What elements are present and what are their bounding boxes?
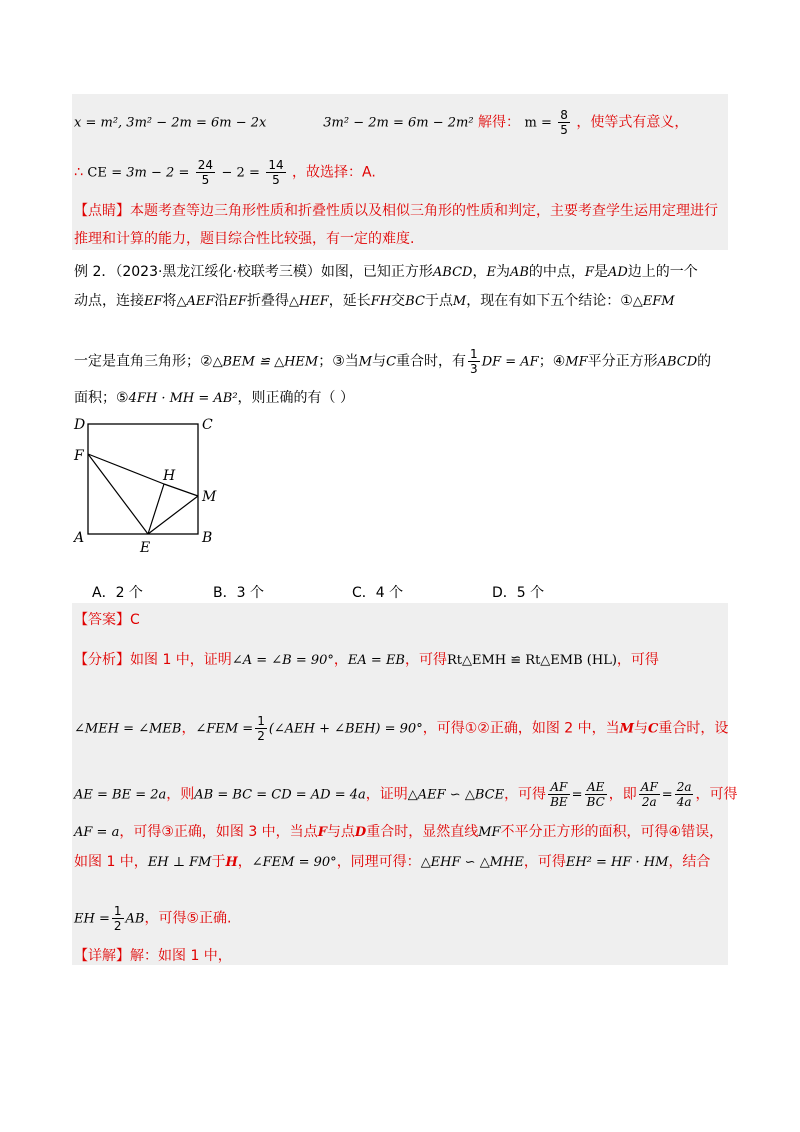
numerator: 1 (113, 904, 122, 918)
minus-two: − 2 = (221, 165, 260, 181)
question-line-4 (74, 388, 728, 409)
text: 面积；⑤ (74, 390, 129, 406)
text: ，结合 (668, 854, 711, 870)
math: AB (125, 911, 145, 927)
math: Rt△EMH ≌ Rt△EMB (HL) (446, 653, 617, 668)
text: 平分正方形 (587, 353, 658, 370)
fraction-8-5 (558, 108, 570, 137)
detail-line: 【详解】解：如图 1 中， (74, 948, 232, 964)
numerator: AF (548, 780, 570, 795)
text: 重合时，有 (396, 353, 467, 370)
question-line-2 (74, 291, 728, 312)
text: ，则正确的有（ ） (237, 390, 354, 406)
option-c[interactable]: C．4 个 (352, 585, 404, 601)
text: ，即 (608, 786, 637, 803)
fraction-1-2 (112, 904, 124, 933)
denominator: 5 (560, 123, 568, 137)
text: 重合时，显然直线 (366, 824, 479, 840)
text: ，则 (166, 786, 195, 803)
text: 折叠得 (246, 293, 289, 309)
label-c: C (202, 417, 213, 433)
fraction-af-be (548, 780, 570, 809)
choice-note: ，故选择：A. (292, 164, 376, 181)
text: ，可得⑤正确. (144, 910, 232, 927)
denominator: 3 (470, 362, 478, 376)
fraction-24-5 (196, 158, 215, 187)
question-text: 例 2．（2023·黑龙江绥化·校联考三模）如图，已知正方形 (74, 264, 433, 280)
equation: 4FH · MH = AB² (128, 391, 238, 406)
option-a[interactable]: A．2 个 (92, 585, 143, 601)
point-m: M (452, 294, 467, 309)
text: ，可得 (616, 652, 659, 668)
solution-note: ，使等式有意义， (576, 114, 689, 131)
math: EA = EB (347, 653, 405, 668)
ce-label: CE (87, 165, 107, 181)
text: ，延长 (328, 293, 371, 309)
analysis-line-3 (74, 780, 738, 809)
text: 如图 1 中， (74, 854, 148, 870)
text: 边上的一个 (627, 264, 698, 280)
math: AB = BC = CD = AD = 4a (194, 787, 366, 803)
text: 将 (162, 293, 177, 309)
analysis-line-2 (74, 714, 728, 743)
analysis-line-5 (74, 852, 728, 873)
label-a: A (74, 530, 85, 546)
point-m: M (358, 354, 373, 370)
math: △EHF ∽ △MHE (420, 855, 524, 870)
text: 于点 (424, 293, 453, 309)
text: ，可得 (695, 786, 738, 803)
segment-ef: EF (228, 294, 247, 309)
ce-expression: = 3m − 2 = (111, 165, 190, 181)
option-b[interactable]: B．3 个 (213, 585, 264, 601)
math: D (354, 825, 367, 840)
label-h: H (163, 468, 176, 484)
square-label: ABCD (432, 265, 473, 280)
square-abcd (88, 424, 198, 534)
square-label: ABCD (657, 354, 698, 370)
segment-ab: AB (509, 265, 529, 280)
denominator: 2 (113, 919, 122, 933)
segment-ad: AD (607, 265, 628, 280)
text: ，可得①②正确，如图 2 中，当 (422, 720, 620, 737)
text: ；④ (538, 353, 566, 370)
math: MF (478, 825, 501, 840)
numerator: 1 (257, 714, 265, 728)
text: 一定是直角三角形；② (74, 353, 213, 370)
segment-hm (164, 484, 198, 496)
math: EH² = HF · HM (565, 855, 669, 870)
math: EH = (74, 911, 110, 927)
denominator: 5 (201, 173, 210, 187)
triangle-efm: △EFM (632, 294, 675, 309)
numerator: 24 (197, 158, 214, 172)
fraction-af-2a (639, 780, 660, 809)
solution-line-1 (74, 108, 728, 137)
analysis-line-1 (74, 650, 728, 671)
segment-bc: BC (405, 294, 425, 309)
segment-fh: FH (370, 294, 392, 309)
text: 动点，连接 (74, 293, 144, 309)
text: 是 (593, 264, 608, 280)
text: ，可得 (404, 652, 447, 668)
solution-line-2 (74, 158, 728, 187)
numerator: 1 (470, 347, 478, 361)
numerator: 2a (676, 780, 692, 794)
m-equals: m = (524, 115, 552, 131)
math: ∠A = ∠B = 90° (231, 653, 334, 668)
numerator: 8 (560, 108, 568, 122)
math: H (225, 855, 238, 870)
math: △AEF ∽ △BCE (407, 787, 505, 803)
text: 与点 (326, 824, 355, 840)
equation: DF = AF (481, 354, 539, 370)
point-f: F (584, 265, 594, 280)
text: 【分析】如图 1 中，证明 (74, 652, 232, 668)
text: 不平分正方形的面积，可得④错误， (500, 824, 724, 840)
label-b: B (202, 530, 213, 546)
text: 的 (697, 353, 712, 370)
denominator: 5 (272, 173, 280, 187)
geometry-figure (72, 412, 242, 562)
question-line-3 (74, 347, 728, 376)
label-f: F (74, 448, 84, 464)
solve-label: 解得： (478, 114, 521, 131)
text: ，同理可得： (336, 854, 421, 870)
punct: ， (472, 264, 487, 280)
text: ， (333, 652, 348, 668)
label-m: M (202, 489, 217, 505)
math: EH ⊥ FM (147, 855, 212, 870)
math: AE = BE = 2a (74, 787, 167, 803)
point-e: E (486, 265, 496, 280)
segment-mf: MF (565, 354, 588, 370)
label-e: E (140, 540, 151, 556)
denominator: 4a (676, 795, 692, 809)
segment-em (148, 496, 198, 534)
therefore-symbol: ∴ (74, 164, 83, 181)
text: 为 (495, 264, 510, 280)
analysis-line-6 (74, 904, 728, 933)
text: 与 (634, 720, 649, 737)
text: ，现在有如下五个结论：① (466, 293, 633, 309)
numerator: 14 (268, 158, 284, 172)
option-d[interactable]: D．5 个 (492, 585, 545, 601)
text: ，可得 (523, 854, 566, 870)
text: 于 (211, 854, 226, 870)
congruence: △BEM ≌ △HEM (212, 354, 319, 370)
fraction-2a-4a (675, 780, 694, 809)
math: AF = a (74, 825, 120, 840)
denominator: 2a (641, 795, 657, 809)
text: 的中点， (528, 264, 585, 280)
equation-1: x = m², 3m² − 2m = 6m − 2x (74, 115, 267, 131)
fraction-14-5 (266, 158, 285, 187)
segment-ef: EF (144, 294, 163, 309)
point-c: C (386, 354, 397, 370)
text: 重合时，设 (658, 720, 729, 737)
question-line-1 (74, 262, 728, 283)
denominator: BE (550, 795, 568, 809)
math: (∠AEH + ∠BEH) = 90° (268, 721, 423, 737)
label-d: D (74, 417, 86, 433)
math: ∠FEM = (195, 721, 254, 737)
text: ，可得③正确，如图 3 中，当点 (119, 824, 318, 840)
text: 与 (372, 353, 387, 370)
analysis-line-4 (74, 822, 728, 843)
triangle-hef: △HEF (288, 294, 329, 309)
equation-2: 3m² − 2m = 6m − 2m² (323, 115, 474, 131)
comment-line-2: 推理和计算的能力，题目综合性比较强，有一定的难度. (74, 231, 415, 247)
fraction-1-3 (468, 347, 480, 376)
denominator: BC (586, 795, 605, 809)
segment-eh (148, 484, 164, 534)
math: ∠MEH = ∠MEB (74, 721, 182, 737)
math: C (648, 721, 659, 737)
triangle-aef: △AEF (176, 294, 215, 309)
answer-line: 【答案】C (74, 612, 140, 628)
text: ， (181, 720, 196, 737)
text: ， (237, 854, 252, 870)
math: = (571, 787, 583, 803)
text: ，证明 (365, 786, 408, 803)
text: 交 (391, 293, 406, 309)
text: ；③当 (318, 353, 359, 370)
comment-line-1: 【点睛】本题考查等边三角形性质和折叠性质以及相似三角形的性质和判定，主要考查学生运用定理进行 (74, 203, 718, 219)
numerator: AE (585, 780, 607, 795)
text: ，可得 (504, 786, 547, 803)
math: F (317, 825, 327, 840)
math: ∠FEM = 90° (251, 855, 337, 870)
fraction-1-2 (255, 714, 267, 743)
math: = (661, 787, 673, 803)
numerator: AF (640, 780, 658, 794)
math: M (619, 721, 635, 737)
denominator: 2 (257, 729, 265, 743)
text: 沿 (214, 293, 229, 309)
fraction-ae-bc (585, 780, 607, 809)
